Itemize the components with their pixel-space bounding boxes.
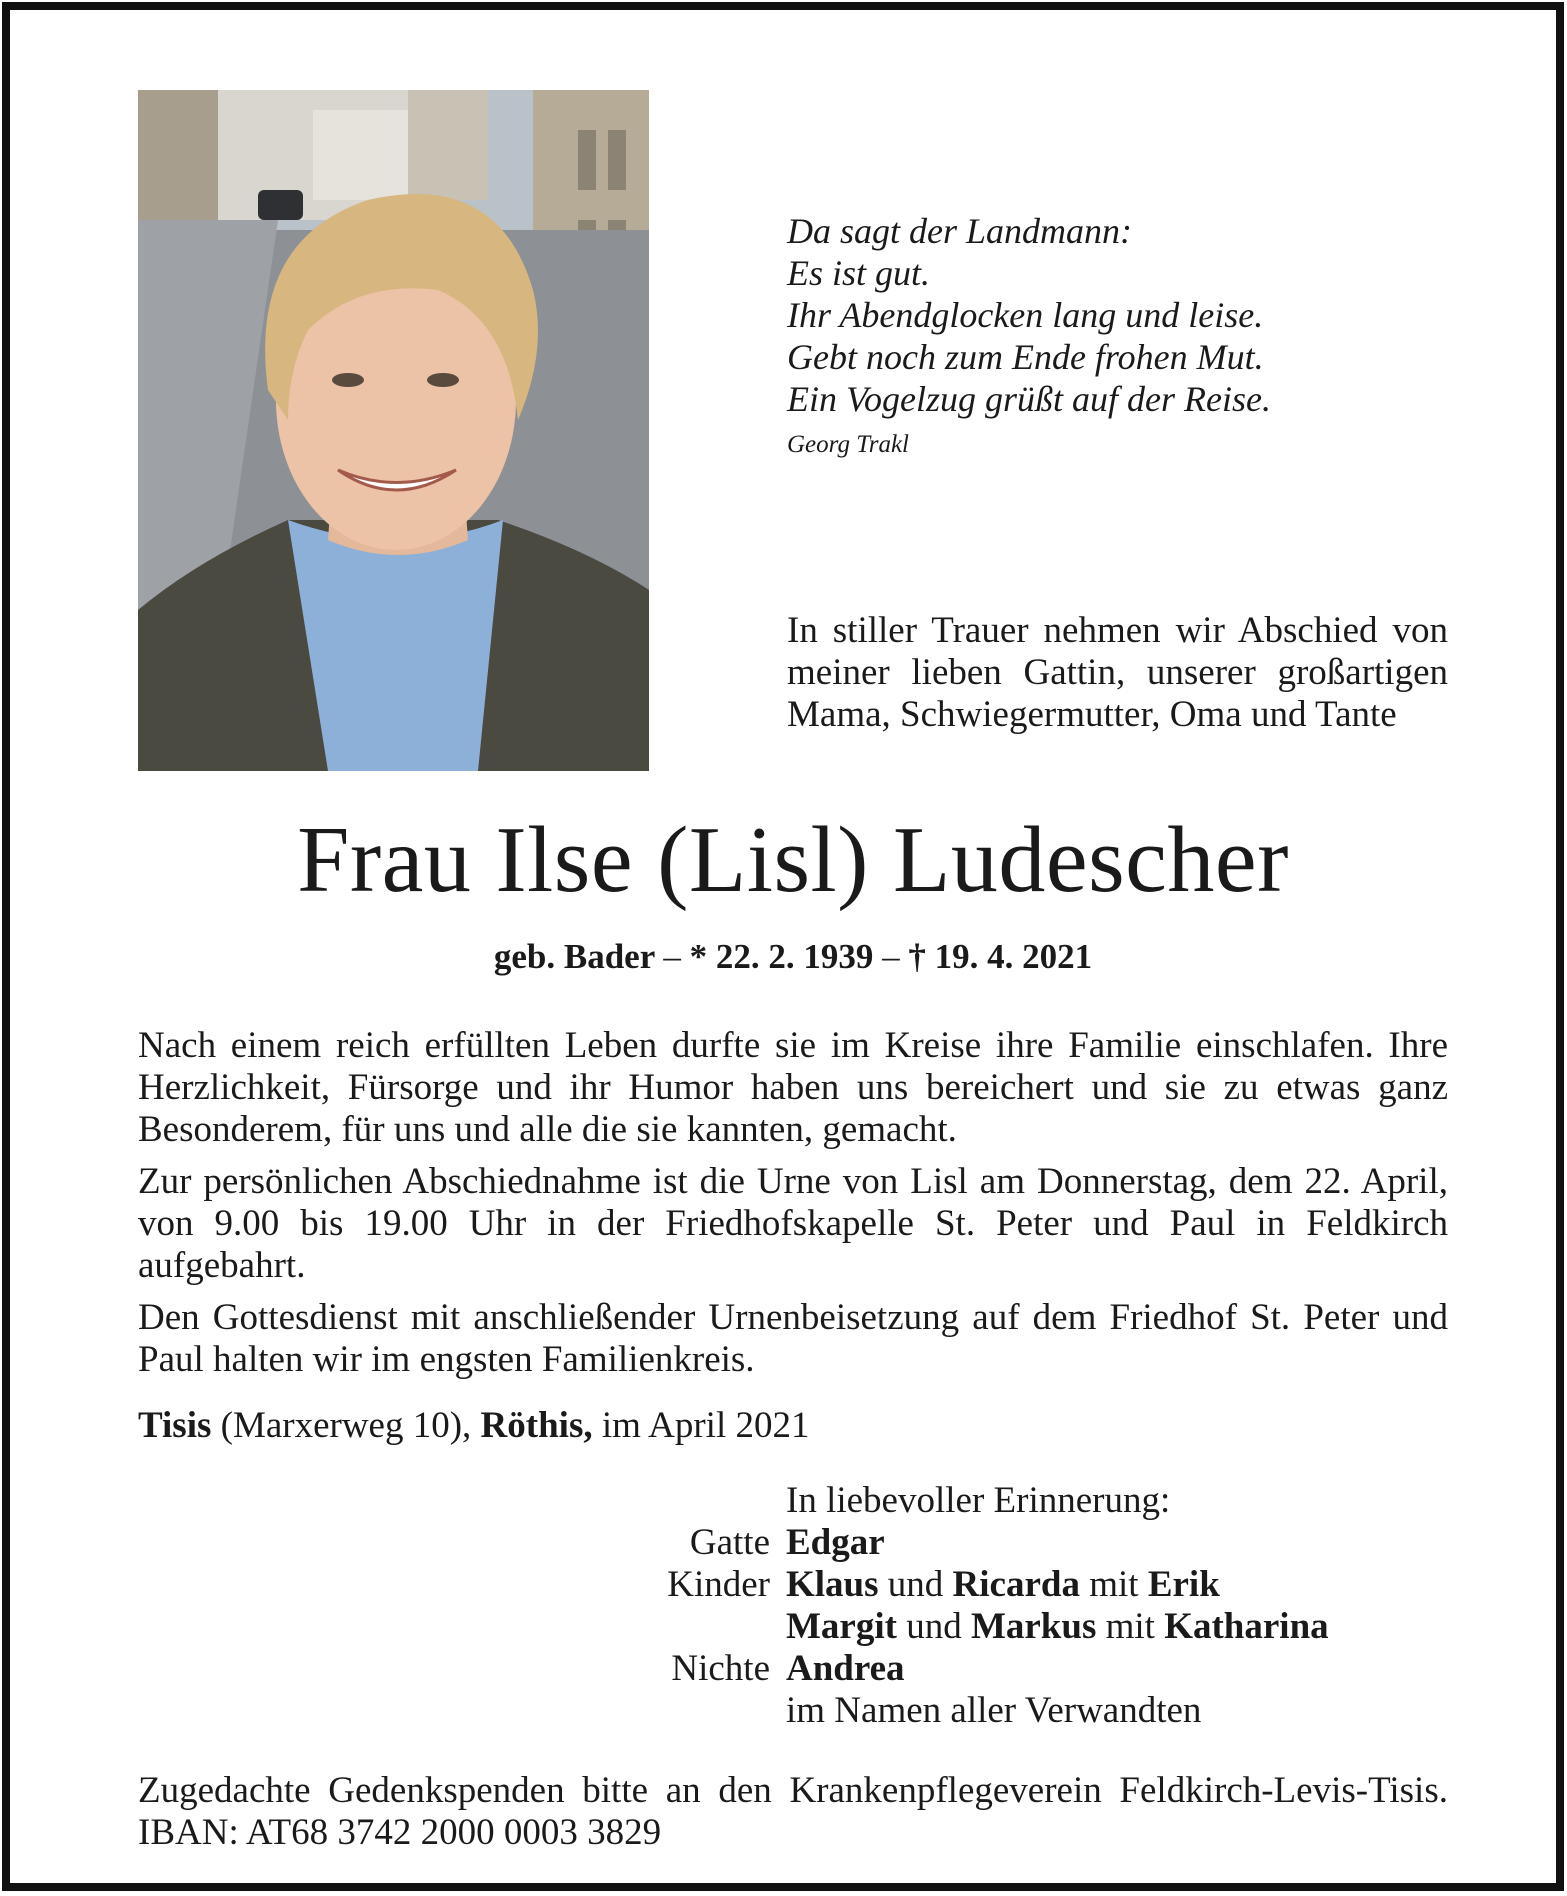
family-footer-row bbox=[570, 1690, 1470, 1732]
family-footer: im Namen aller Verwandten bbox=[786, 1690, 1202, 1731]
life-dates bbox=[138, 936, 1448, 978]
family-name: Ricarda bbox=[952, 1564, 1080, 1605]
poem-line: Ihr Abendglocken lang und leise. bbox=[787, 295, 1264, 335]
date-separator: – bbox=[663, 937, 681, 976]
poem-author: Georg Trakl bbox=[787, 431, 909, 458]
address: (Marxerweg 10), bbox=[211, 1405, 481, 1446]
donation-note: Zugedachte Gedenkspenden bitte an den Krankenpflegeverein Feldkirch-Levis-Tisis. IBAN: AT68 3742 2000 0003 3829 bbox=[138, 1770, 1448, 1853]
connector-text: und bbox=[896, 1606, 971, 1647]
town-tisis: Tisis bbox=[138, 1405, 212, 1446]
family-list bbox=[570, 1480, 1470, 1732]
birth-date: * 22. 2. 1939 bbox=[689, 937, 874, 976]
place-date-line bbox=[138, 1405, 1138, 1447]
connector-text: mit bbox=[1096, 1606, 1165, 1647]
poem-block bbox=[787, 210, 1477, 460]
maiden-name: geb. Bader bbox=[493, 937, 655, 976]
body-text bbox=[138, 1025, 1448, 1391]
role-label: Gatte bbox=[689, 1522, 770, 1563]
portrait-photo bbox=[138, 90, 649, 771]
family-name: Andrea bbox=[786, 1648, 905, 1689]
obituary-frame bbox=[2, 2, 1564, 1891]
family-name: Klaus bbox=[786, 1564, 879, 1605]
family-name: Edgar bbox=[786, 1522, 885, 1563]
town-roethis: Röthis, bbox=[480, 1405, 593, 1446]
family-name: Erik bbox=[1147, 1564, 1220, 1605]
portrait-image bbox=[138, 90, 649, 771]
date-separator: – bbox=[882, 937, 900, 976]
family-name: Katharina bbox=[1164, 1606, 1329, 1647]
poem-line: Da sagt der Landmann: bbox=[787, 211, 1133, 251]
connector-text: mit bbox=[1079, 1564, 1148, 1605]
death-date: † 19. 4. 2021 bbox=[908, 937, 1093, 976]
body-paragraph: Zur persönlichen Abschiednahme ist die Urne von Lisl am Donnerstag, dem 22. April, von 9.00 bis 19.00 Uhr in der Friedhofskapelle St. Peter und Paul in Feldkirch aufgebahrt. bbox=[138, 1161, 1448, 1286]
family-name: Markus bbox=[970, 1606, 1097, 1647]
place-date: im April 2021 bbox=[592, 1405, 810, 1446]
role-label: Nichte bbox=[671, 1648, 770, 1689]
deceased-name: Frau Ilse (Lisl) Ludescher bbox=[297, 808, 1289, 912]
family-row-kinder-2 bbox=[570, 1606, 1470, 1648]
poem-line: Ein Vogelzug grüßt auf der Reise. bbox=[787, 379, 1271, 419]
poem-line: Es ist gut. bbox=[787, 253, 931, 293]
body-paragraph: Nach einem reich erfüllten Leben durfte sie im Kreise ihre Familie einschlafen. Ihre Herzlichkeit, Fürsorge und ihr Humor haben uns bereichert und sie zu etwas ganz Besonderem, für uns und alle die sie kannten, gemacht. bbox=[138, 1025, 1448, 1150]
intro-text: In stiller Trauer nehmen wir Abschied von meiner lieben Gattin, unserer großartigen Mama, Schwiegermutter, Oma und Tante bbox=[787, 610, 1448, 735]
body-paragraph: Den Gottesdienst mit anschließender Urnenbeisetzung auf dem Friedhof St. Peter und Paul halten wir im engsten Familienkreis. bbox=[138, 1297, 1448, 1380]
family-name: Margit bbox=[786, 1606, 897, 1647]
connector-text: und bbox=[878, 1564, 953, 1605]
poem-line: Gebt noch zum Ende frohen Mut. bbox=[787, 337, 1264, 377]
family-row-nichte bbox=[570, 1648, 1470, 1690]
role-label: Kinder bbox=[667, 1564, 770, 1605]
family-heading: In liebevoller Erinnerung: bbox=[786, 1480, 1171, 1521]
family-heading-row bbox=[570, 1480, 1470, 1522]
family-row-kinder bbox=[570, 1564, 1470, 1606]
family-row-gatte bbox=[570, 1522, 1470, 1564]
